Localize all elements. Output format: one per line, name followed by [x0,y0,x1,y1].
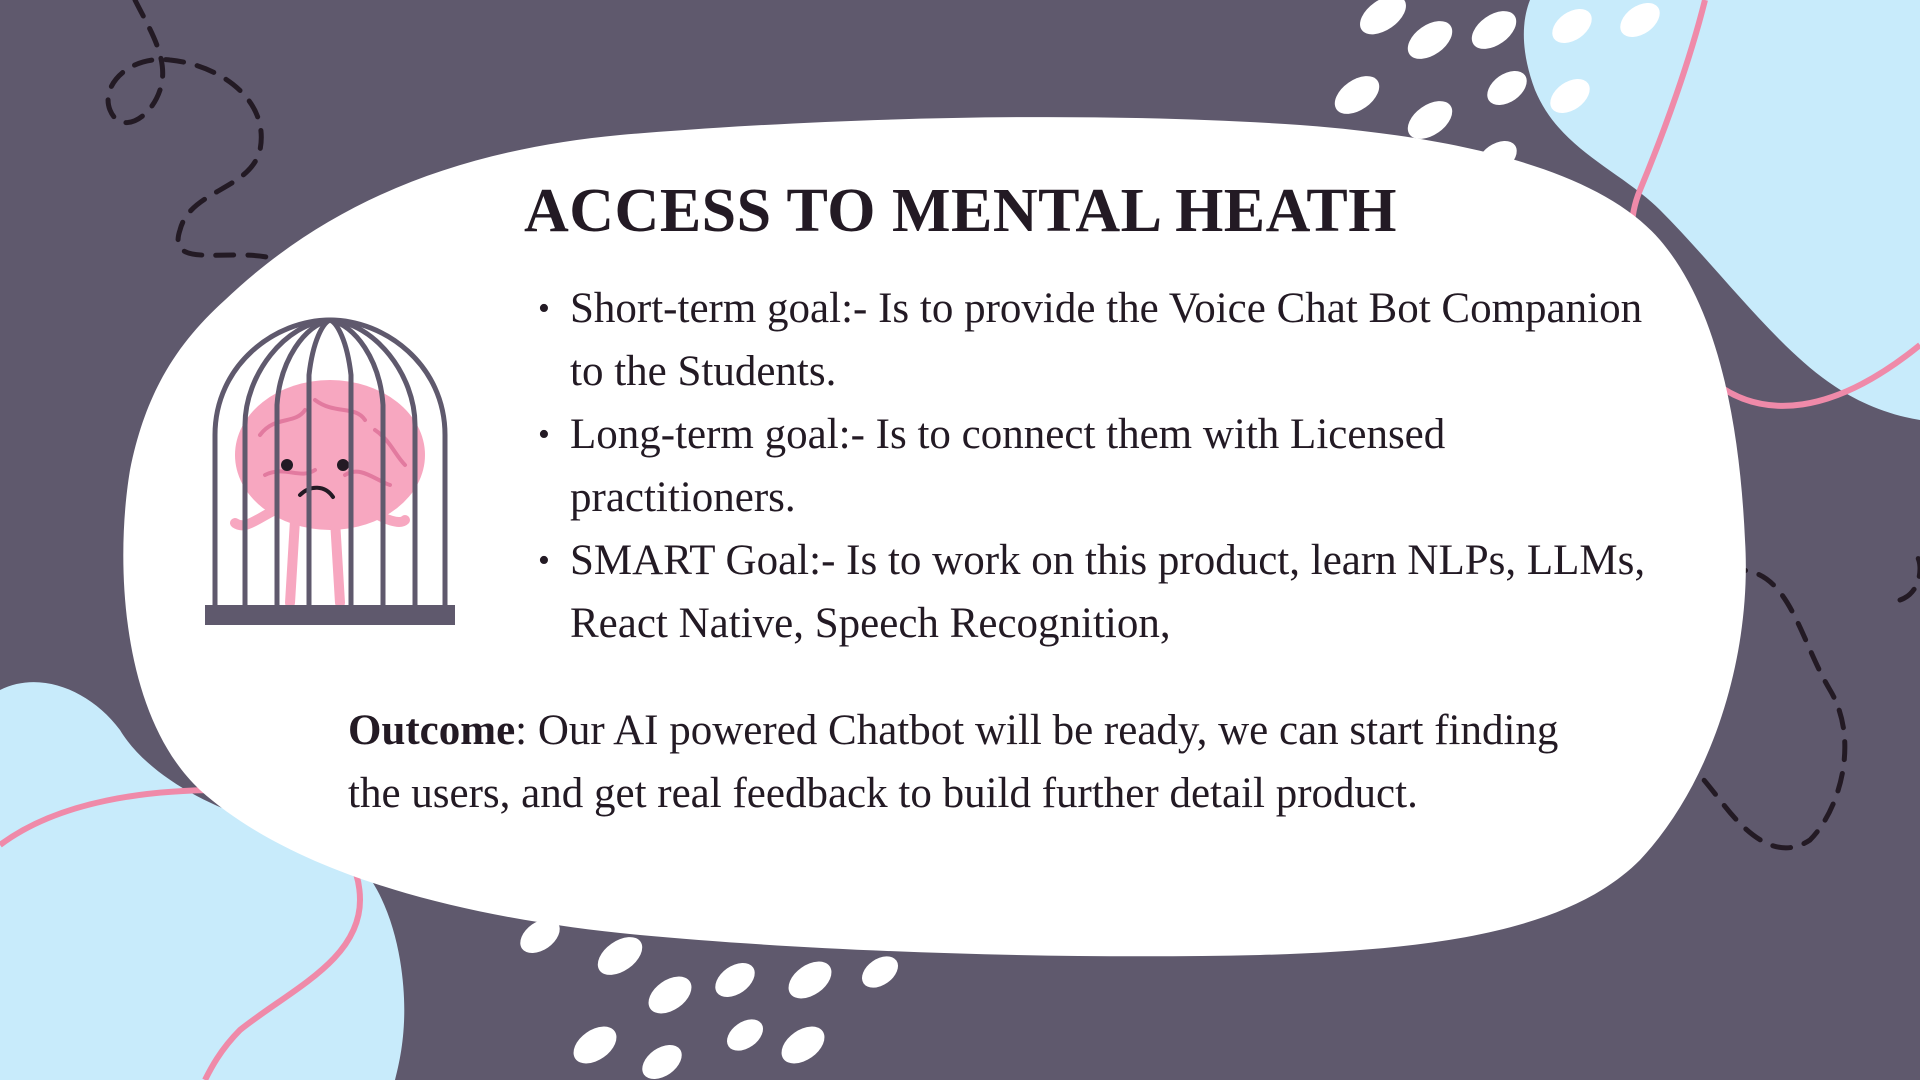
cage-base [205,605,455,625]
slide-title: ACCESS TO MENTAL HEATH [524,177,1397,245]
outcome-label: Outcome [348,707,516,754]
goals-list [538,277,1668,655]
list-item-short-term: • Short-term goal:- Is to provide the Voice Chat Bot Companion to the Students. [538,277,1668,403]
list-item-smart-goal: • SMART Goal:- Is to work on this product, learn NLPs, LLMs, React Native, Speech Recognition, [538,529,1668,655]
outcome-text: : Our AI powered Chatbot will be ready, we can start finding the users, and get real feedback to build further detail product. [348,707,1559,817]
brain-icon [235,380,425,603]
list-item-long-term: • Long-term goal:- Is to connect them with Licensed practitioners. [538,403,1668,529]
brain-in-cage-icon [205,315,455,627]
outcome-paragraph [348,699,1568,825]
